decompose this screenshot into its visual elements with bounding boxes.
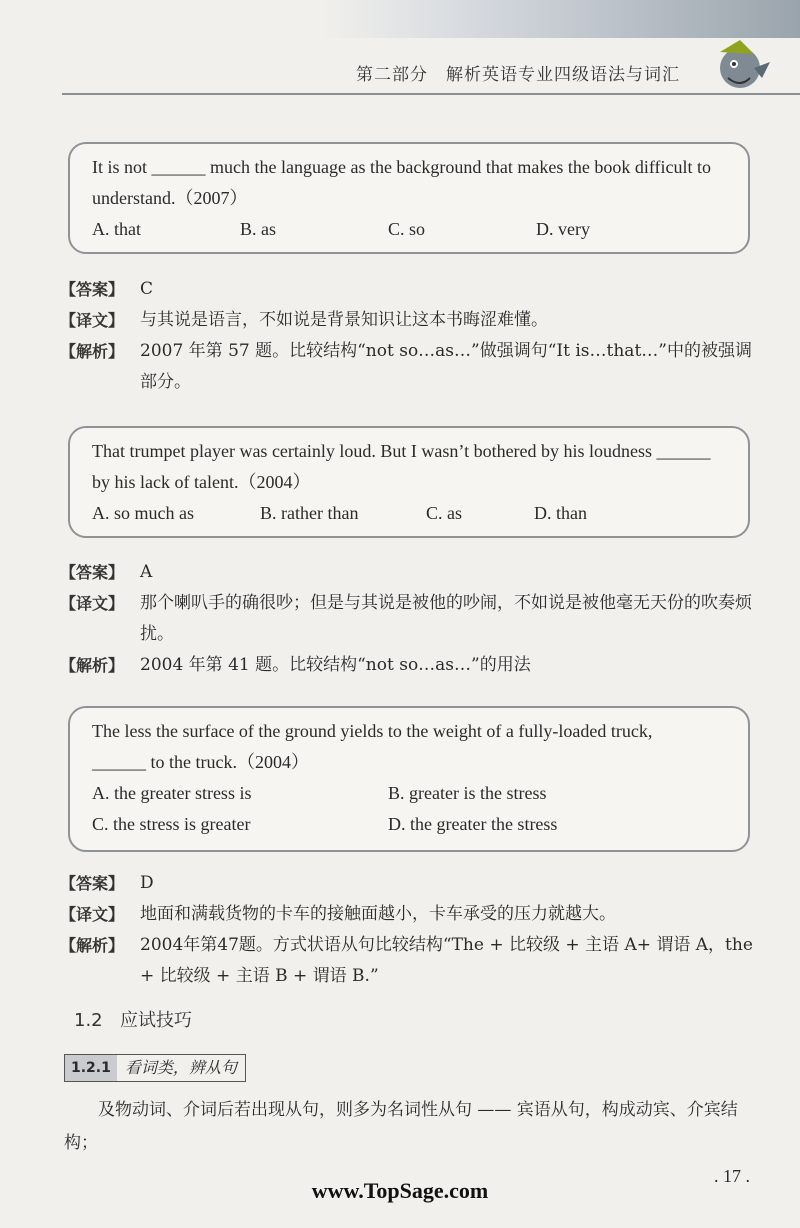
analysis-text: 2004 年第 41 题。比较结构“not so…as…”的用法 (140, 655, 531, 675)
answer-value: C (140, 279, 154, 299)
answer-block-1 (60, 274, 760, 398)
option-c: C. the stress is greater (92, 814, 251, 834)
translation-label: 【译文】 (60, 594, 125, 613)
translation-label: 【译文】 (60, 905, 125, 924)
subsection-heading (64, 1054, 246, 1082)
header-title: 第二部分 解析英语专业四级语法与词汇 (356, 65, 680, 85)
page-number: . 17 . (714, 1166, 750, 1186)
option-b: B. greater is the stress (388, 783, 547, 803)
answer-label: 【答案】 (60, 874, 125, 893)
answer-value: D (140, 873, 154, 893)
question-text: That trumpet player was certainly loud. But I wasn’t bothered by his loudness ______ by his lack of talent.（2004） (92, 441, 711, 492)
option-d: D. the greater the stress (388, 814, 558, 834)
translation-text: 那个喇叭手的确很吵；但是与其说是被他的吵闹，不如说是被他毫无天份的吹奏烦扰。 (140, 593, 752, 644)
option-c: C. as (426, 503, 462, 523)
subsection-number: 1.2.1 (65, 1055, 117, 1081)
option-c: C. so (388, 219, 426, 239)
options-row (92, 498, 726, 529)
analysis-label: 【解析】 (60, 936, 125, 955)
answer-value: A (140, 562, 153, 582)
section-number: 1.2 (74, 1010, 103, 1031)
option-a: A. so much as (92, 503, 194, 523)
answer-block-2 (60, 557, 760, 681)
question-text-line1: The less the surface of the ground yields to the weight of a fully-loaded truck, (92, 721, 653, 741)
translation-label: 【译文】 (60, 311, 125, 330)
question-text: It is not ______ much the language as the background that makes the book difficult to understand.（2007） (92, 157, 712, 208)
body-paragraph: 及物动词、介词后若出现从句，则多为名词性从句 —— 宾语从句，构成动宾、介宾结构； (64, 1100, 738, 1153)
header-rule (62, 93, 800, 95)
header-decoration (320, 0, 800, 38)
question-box-3 (68, 706, 750, 852)
option-d: D. very (536, 219, 590, 239)
question-box-2 (68, 426, 750, 538)
analysis-label: 【解析】 (60, 342, 125, 361)
translation-text: 与其说是语言，不如说是背景知识让这本书晦涩难懂。 (140, 310, 548, 330)
question-box-1 (68, 142, 750, 254)
option-d: D. than (534, 503, 587, 523)
question-text-line2: ______ to the truck.（2004） (92, 752, 309, 772)
option-b: B. as (240, 219, 276, 239)
subsection-title: 看词类，辨从句 (124, 1058, 237, 1077)
analysis-text: 2004年第47题。方式状语从句比较结构“The + 比较级 + 主语 A+ 谓语 A，the + 比较级 + 主语 B + 谓语 B.” (140, 935, 753, 986)
analysis-label: 【解析】 (60, 656, 125, 675)
answer-label: 【答案】 (60, 563, 125, 582)
footer-url[interactable]: www.TopSage.com (311, 1178, 489, 1203)
option-b: B. rather than (260, 503, 359, 523)
translation-text: 地面和满载货物的卡车的接触面越小，卡车承受的压力就越大。 (140, 904, 616, 924)
section-heading (74, 1006, 192, 1032)
section-title: 应试技巧 (120, 1010, 192, 1031)
options-grid (92, 778, 726, 840)
option-a: A. that (92, 219, 141, 239)
analysis-text: 2007 年第 57 题。比较结构“not so…as…”做强调句“It is…that…”中的被强调部分。 (140, 341, 752, 392)
answer-label: 【答案】 (60, 280, 125, 299)
option-a: A. the greater stress is (92, 783, 252, 803)
options-row (92, 214, 726, 245)
answer-block-3 (60, 868, 760, 992)
mascot-icon (710, 38, 772, 96)
